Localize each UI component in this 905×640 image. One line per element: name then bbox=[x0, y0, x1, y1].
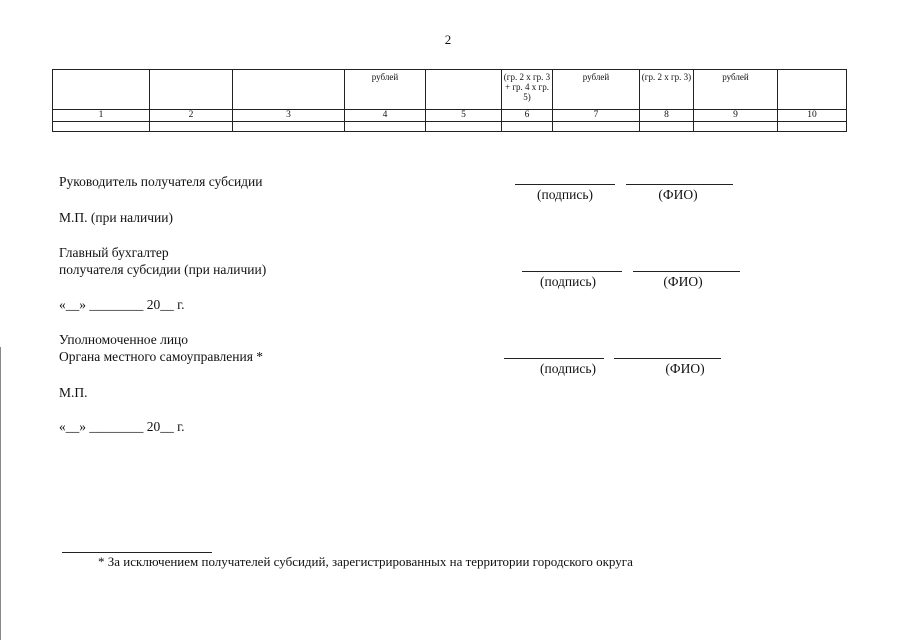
accountant-signature-caption: (подпись) bbox=[539, 274, 597, 289]
table-cell bbox=[502, 122, 553, 132]
authorized-signature-caption: (подпись) bbox=[539, 361, 597, 376]
accountant-name-line bbox=[633, 271, 740, 272]
header-cell: рублей bbox=[553, 70, 640, 110]
stamp-label-2: М.П. bbox=[59, 385, 88, 400]
chief-accountant-label-2: получателя субсидии (при наличии) bbox=[59, 262, 267, 277]
column-number: 5 bbox=[426, 110, 502, 122]
date-line: «__» ________ 20__ г. bbox=[59, 297, 185, 312]
header-cell: (гр. 2 х гр. 3 + гр. 4 х гр. 5) bbox=[502, 70, 553, 110]
header-cell bbox=[778, 70, 847, 110]
column-number: 10 bbox=[778, 110, 847, 122]
table-header-row bbox=[53, 70, 847, 110]
accountant-signature-line bbox=[522, 271, 622, 272]
authorized-person-label-2: Органа местного самоуправления * bbox=[59, 349, 264, 364]
report-table bbox=[52, 69, 847, 132]
header-cell: рублей bbox=[345, 70, 426, 110]
header-cell: (гр. 2 х гр. 3) bbox=[640, 70, 694, 110]
table-cell bbox=[53, 122, 150, 132]
head-signature-line bbox=[515, 184, 615, 185]
authorized-name-caption: (ФИО) bbox=[665, 361, 705, 376]
column-number: 2 bbox=[150, 110, 233, 122]
column-number: 3 bbox=[233, 110, 345, 122]
head-name-caption: (ФИО) bbox=[658, 187, 698, 202]
header-cell bbox=[233, 70, 345, 110]
column-number: 6 bbox=[502, 110, 553, 122]
header-cell bbox=[426, 70, 502, 110]
head-of-recipient-label: Руководитель получателя субсидии bbox=[59, 174, 263, 189]
scan-edge-line bbox=[0, 347, 1, 640]
table-cell bbox=[694, 122, 778, 132]
table-cell bbox=[778, 122, 847, 132]
table-cell bbox=[233, 122, 345, 132]
column-number: 9 bbox=[694, 110, 778, 122]
table-cell bbox=[640, 122, 694, 132]
header-cell: рублей bbox=[694, 70, 778, 110]
page-number: 2 bbox=[444, 32, 452, 47]
accountant-name-caption: (ФИО) bbox=[663, 274, 703, 289]
head-signature-caption: (подпись) bbox=[536, 187, 594, 202]
column-number-row bbox=[53, 110, 847, 122]
header-cell bbox=[150, 70, 233, 110]
date-line-2: «__» ________ 20__ г. bbox=[59, 419, 185, 434]
table-cell bbox=[553, 122, 640, 132]
authorized-name-line bbox=[614, 358, 721, 359]
column-number: 4 bbox=[345, 110, 426, 122]
table-cell bbox=[345, 122, 426, 132]
footnote: * За исключением получателей субсидий, зарегистрированных на территории городского округа bbox=[98, 554, 633, 569]
footnote-separator bbox=[62, 552, 212, 553]
chief-accountant-label: Главный бухгалтер bbox=[59, 245, 169, 260]
header-cell bbox=[53, 70, 150, 110]
stamp-label: М.П. (при наличии) bbox=[59, 210, 173, 225]
column-number: 8 bbox=[640, 110, 694, 122]
table-row bbox=[53, 122, 847, 132]
head-name-line bbox=[626, 184, 733, 185]
column-number: 1 bbox=[53, 110, 150, 122]
authorized-person-label: Уполномоченное лицо bbox=[59, 332, 189, 347]
table-cell bbox=[150, 122, 233, 132]
table-cell bbox=[426, 122, 502, 132]
column-number: 7 bbox=[553, 110, 640, 122]
authorized-signature-line bbox=[504, 358, 604, 359]
